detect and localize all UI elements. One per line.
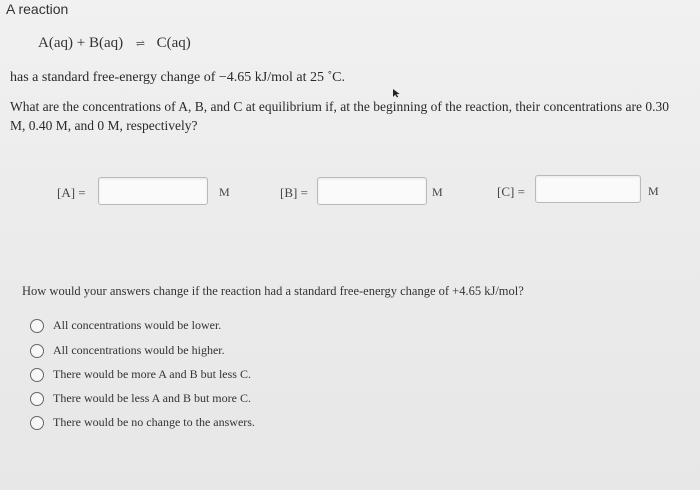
equilibrium-arrow-icon: ⇌ — [135, 38, 144, 50]
option-less-ab-more-c[interactable] — [30, 391, 251, 406]
reaction-equation — [38, 35, 191, 52]
equation-left: A(aq) + B(aq) — [38, 35, 124, 51]
blank-b-label: [B] = — [280, 185, 308, 200]
option-no-change[interactable] — [30, 415, 255, 430]
option-label: All concentrations would be higher. — [53, 343, 225, 357]
option-label: There would be no change to the answers. — [53, 415, 255, 429]
blank-a-label: [A] = — [57, 185, 86, 200]
blank-c-unit: M — [648, 184, 659, 198]
radio-button[interactable] — [30, 392, 44, 406]
option-label: All concentrations would be lower. — [53, 318, 222, 332]
option-lower[interactable] — [30, 318, 221, 333]
blank-a-unit: M — [219, 185, 230, 199]
radio-button[interactable] — [30, 368, 44, 382]
blank-c-label: [C] = — [497, 184, 525, 199]
concentration-b-input[interactable] — [317, 177, 427, 205]
radio-button[interactable] — [30, 344, 44, 358]
radio-button[interactable] — [30, 416, 44, 430]
option-label: There would be more A and B but less C. — [53, 367, 251, 381]
concentration-a-input[interactable] — [98, 177, 208, 205]
radio-button[interactable] — [30, 319, 44, 333]
equation-right: C(aq) — [156, 35, 191, 51]
option-label: There would be less A and B but more C. — [53, 391, 251, 405]
question-2-text: How would your answers change if the reaction had a standard free-energy change of +4.65 kJ/mol? — [22, 284, 524, 298]
question-1-text: What are the concentrations of A, B, and C at equilibrium if, at the beginning of the reaction, their concentrations are 0.30 M, 0.40 M, and 0 M, respectively? — [10, 99, 670, 133]
option-higher[interactable] — [30, 343, 225, 358]
blank-b-unit: M — [432, 185, 443, 199]
option-more-ab-less-c[interactable] — [30, 367, 251, 382]
question-title: A reaction — [6, 1, 69, 17]
free-energy-statement: has a standard free-energy change of −4.65 kJ/mol at 25 ˚C. — [10, 70, 345, 85]
concentration-c-input[interactable] — [535, 175, 641, 203]
